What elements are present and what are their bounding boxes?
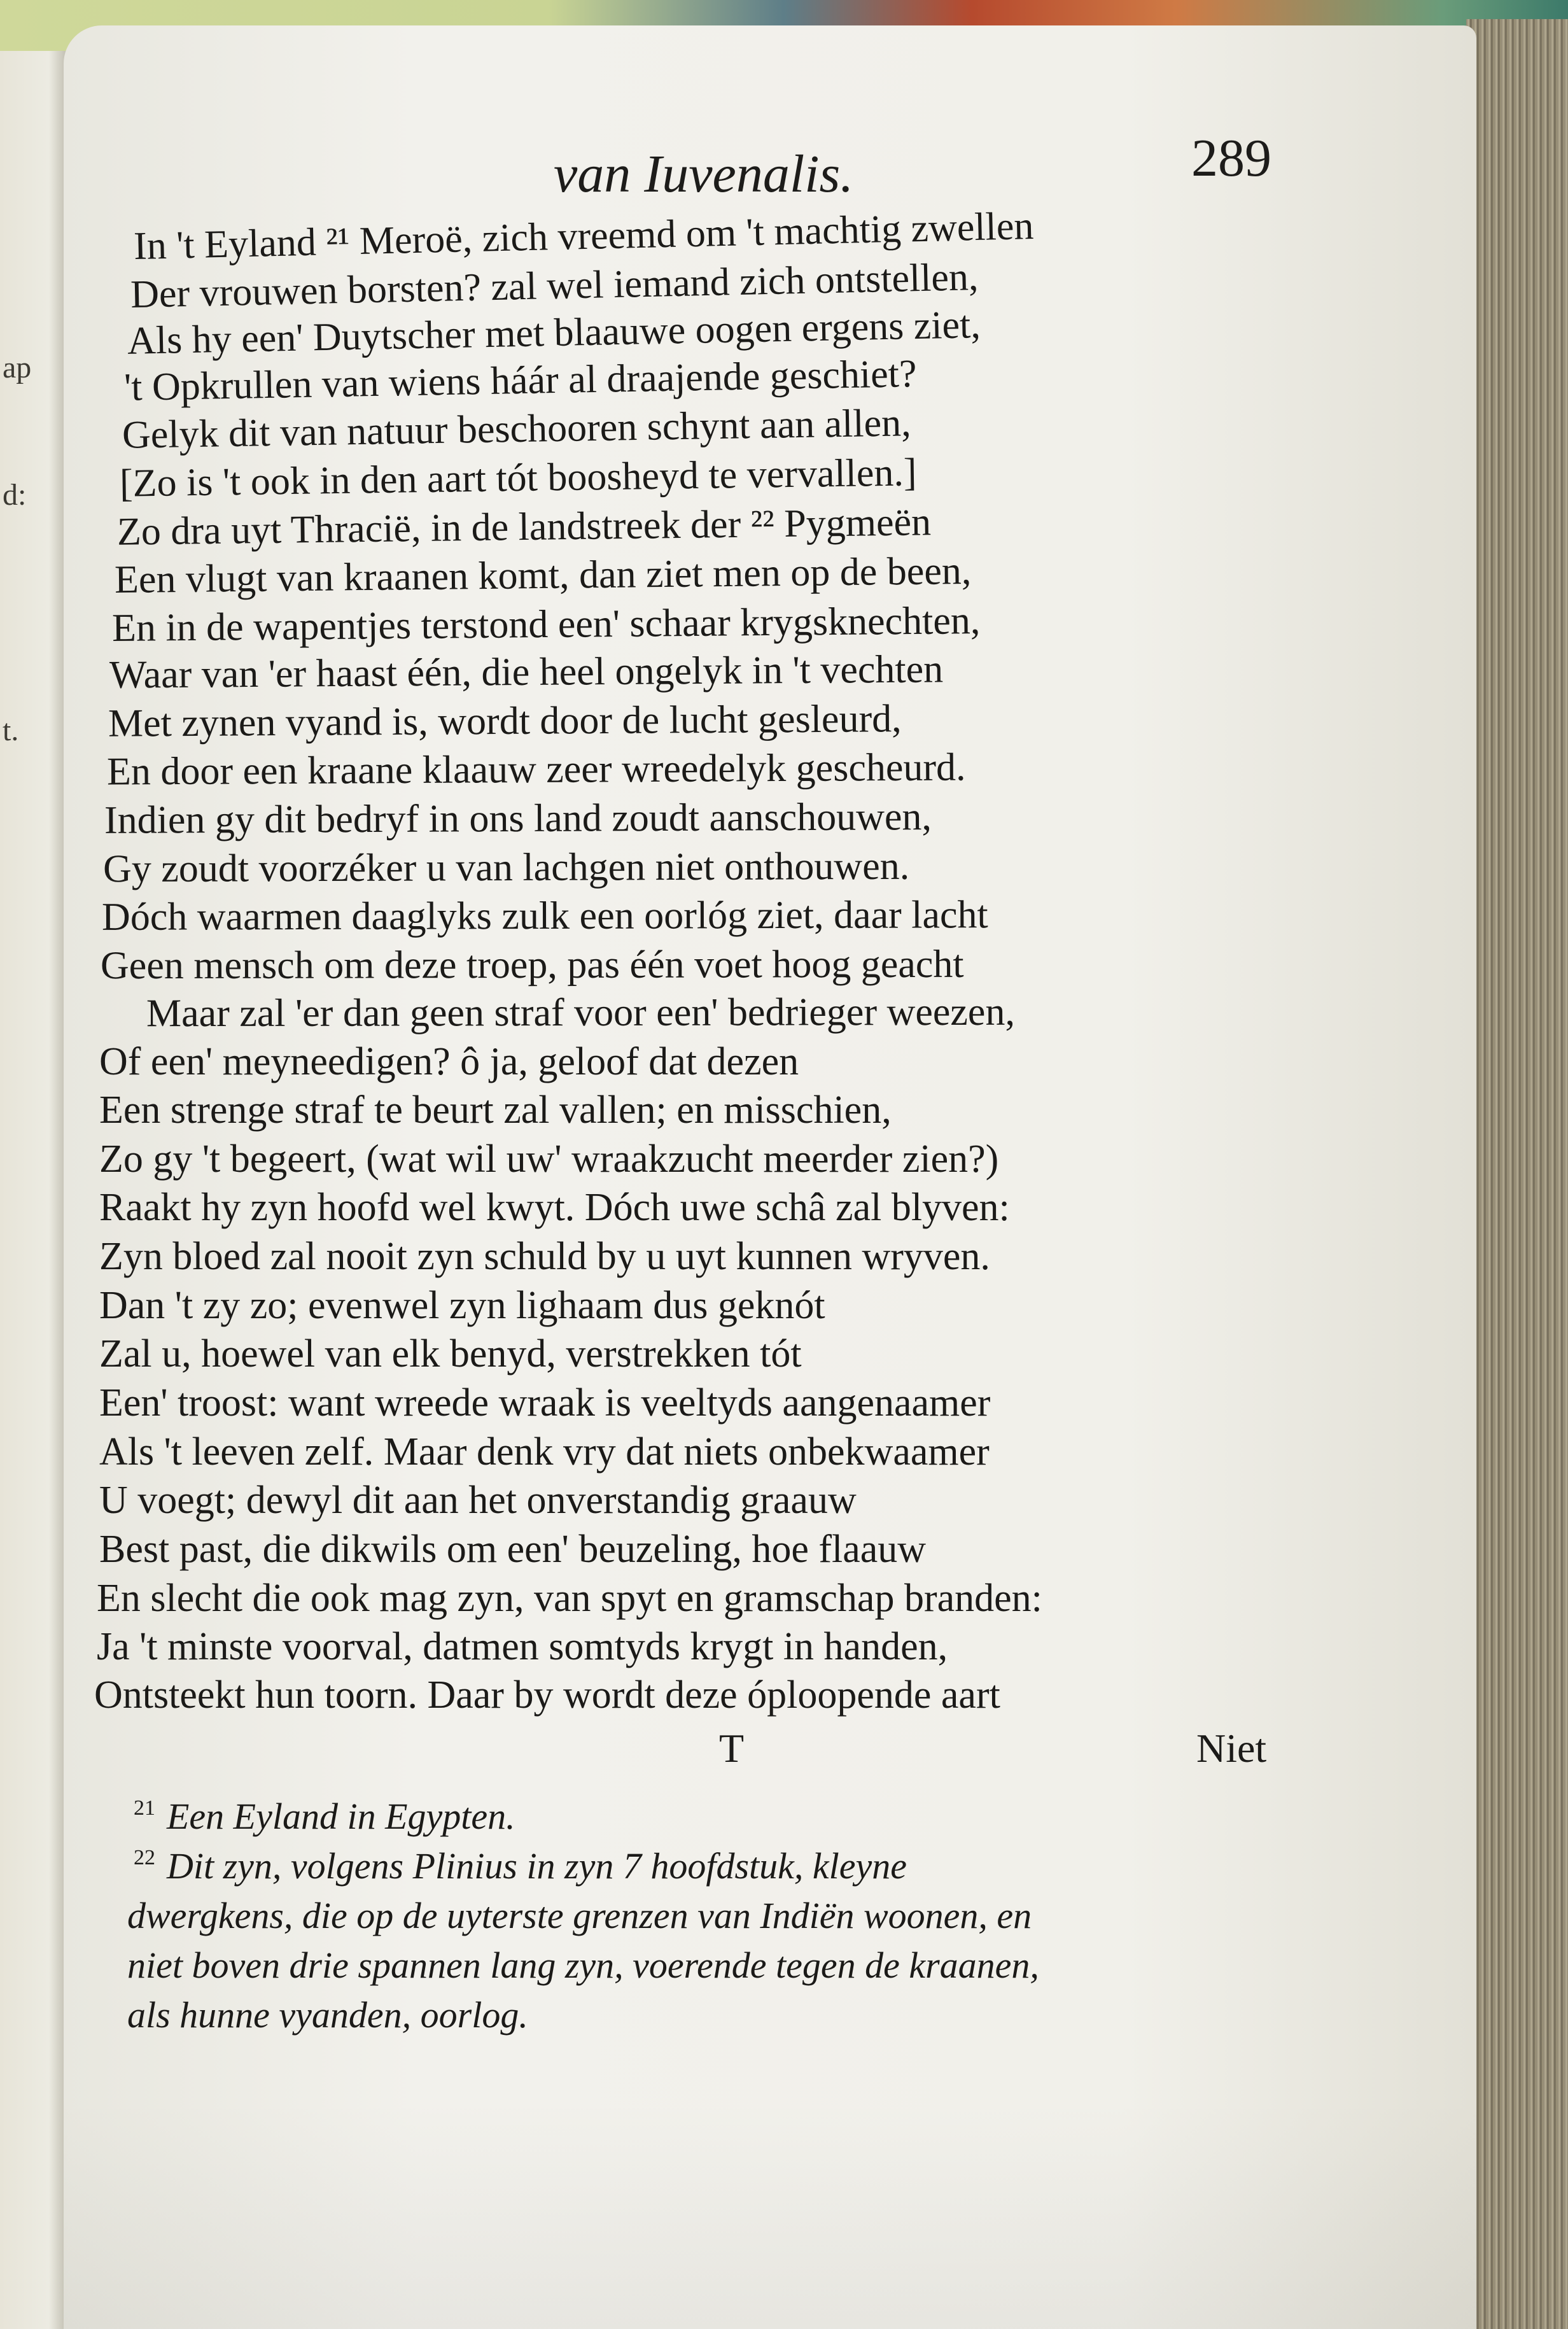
verse-line: Zo dra uyt Thracië, in de landstreek der ²² Pygmeën	[116, 500, 932, 554]
verse-line: Als hy een' Duytscher met blaauwe oogen ergens ziet,	[127, 303, 981, 363]
verse-line: Een vlugt van kraanen komt, dan ziet men op de been,	[114, 549, 972, 602]
catchword: Niet	[1196, 1726, 1267, 1771]
verse-line: U voegt; dewyl dit aan het onverstandig graauw	[99, 1479, 857, 1522]
verse-line: Als 't leeven zelf. Maar denk vry dat niets onbekwaamer	[99, 1430, 990, 1474]
verse-line: En door een kraane klaauw zeer wreedelyk gescheurd.	[106, 745, 966, 794]
verse-line: Best past, die dikwils om een' beuzeling, hoe flaauw	[99, 1528, 927, 1571]
verse-line: Geen mensch om deze troep, pas één voet hoog geacht	[100, 942, 964, 988]
verse-line: Waar van 'er haast één, die heel ongelyk in 't vechten	[109, 647, 944, 697]
verse-line: Of een' meyneedigen? ô ja, geloof dat dezen	[99, 1040, 799, 1083]
verse-line: In 't Eyland ²¹ Meroë, zich vreemd om 't machtig zwellen	[133, 204, 1035, 269]
footnote-mark: 21	[134, 1796, 155, 1820]
verse-line: Ja 't minste voorval, datmen somtyds krygt in handen,	[97, 1625, 948, 1668]
page-number: 289	[1191, 129, 1271, 188]
verse-line: Maar zal 'er dan geen straf voor een' bedrieger weezen,	[146, 990, 1015, 1036]
footnote-mark: 22	[134, 1846, 155, 1869]
signature-mark: T	[719, 1726, 745, 1771]
verse-line: Der vrouwen borsten? zal wel iemand zich ontstellen,	[130, 255, 979, 316]
page-stack-edges	[1466, 19, 1568, 2329]
footnote-text-line: als hunne vyanden, oorlog.	[127, 1994, 528, 2036]
footnote-text-line: niet boven drie spannen lang zyn, voerende tegen de kraanen,	[127, 1945, 1039, 1986]
book-page	[64, 25, 1476, 2329]
footnote-21	[134, 1795, 515, 1838]
verse-line: Raakt hy zyn hoofd wel kwyt. Dóch uwe schâ zal blyven:	[99, 1186, 1010, 1229]
left-page-fragment: ap	[3, 351, 32, 384]
verse-line: Dóch waarmen daaglyks zulk een oorlóg ziet, daar lacht	[101, 893, 988, 939]
previous-page-edge	[0, 51, 70, 2329]
verse-line: [Zo is 't ook in den aart tót boosheyd te vervallen.]	[119, 451, 917, 505]
verse-line: Met zynen vyand is, wordt door de lucht gesleurd,	[108, 697, 902, 745]
verse-line: Gelyk dit van natuur beschooren schynt aan allen,	[122, 401, 912, 457]
verse-line: Dan 't zy zo; evenwel zyn lighaam dus geknót	[99, 1284, 825, 1327]
verse-line: Een strenge straf te beurt zal vallen; en misschien,	[99, 1088, 892, 1132]
left-page-fragment: t.	[3, 714, 19, 747]
verse-line: Een' troost: want wreede wraak is veeltyds aangenaamer	[99, 1381, 991, 1425]
running-head: van Iuvenalis.	[554, 144, 854, 204]
footnote-22	[134, 1845, 907, 1887]
footnote-text-line: dwergkens, die op de uyterste grenzen van Indiën woonen, en	[127, 1895, 1032, 1936]
footnote-text: Dit zyn, volgens Plinius in zyn 7 hoofdstuk, kleyne	[167, 1845, 907, 1887]
verse-line: En slecht die ook mag zyn, van spyt en gramschap branden:	[97, 1577, 1042, 1620]
verse-line: Zal u, hoewel van elk benyd, verstrekken tót	[99, 1332, 802, 1376]
verse-line: Zyn bloed zal nooit zyn schuld by u uyt kunnen wryven.	[99, 1235, 990, 1278]
verse-line: Zo gy 't begeert, (wat wil uw' wraakzucht meerder zien?)	[99, 1137, 999, 1181]
left-page-fragment: d:	[3, 478, 27, 512]
verse-line: Ontsteekt hun toorn. Daar by wordt deze óploopende aart	[94, 1673, 1000, 1717]
footnote-text: Een Eyland in Egypten.	[167, 1796, 515, 1837]
verse-line: En in de wapentjes terstond een' schaar krygsknechten,	[111, 599, 981, 650]
verse-line: 't Opkrullen van wiens háár al draajende geschiet?	[123, 352, 917, 409]
verse-line: Gy zoudt voorzéker u van lachgen niet onthouwen.	[102, 844, 910, 891]
page-shading	[64, 2100, 1476, 2329]
verse-line: Indien gy dit bedryf in ons land zoudt aanschouwen,	[104, 795, 932, 842]
